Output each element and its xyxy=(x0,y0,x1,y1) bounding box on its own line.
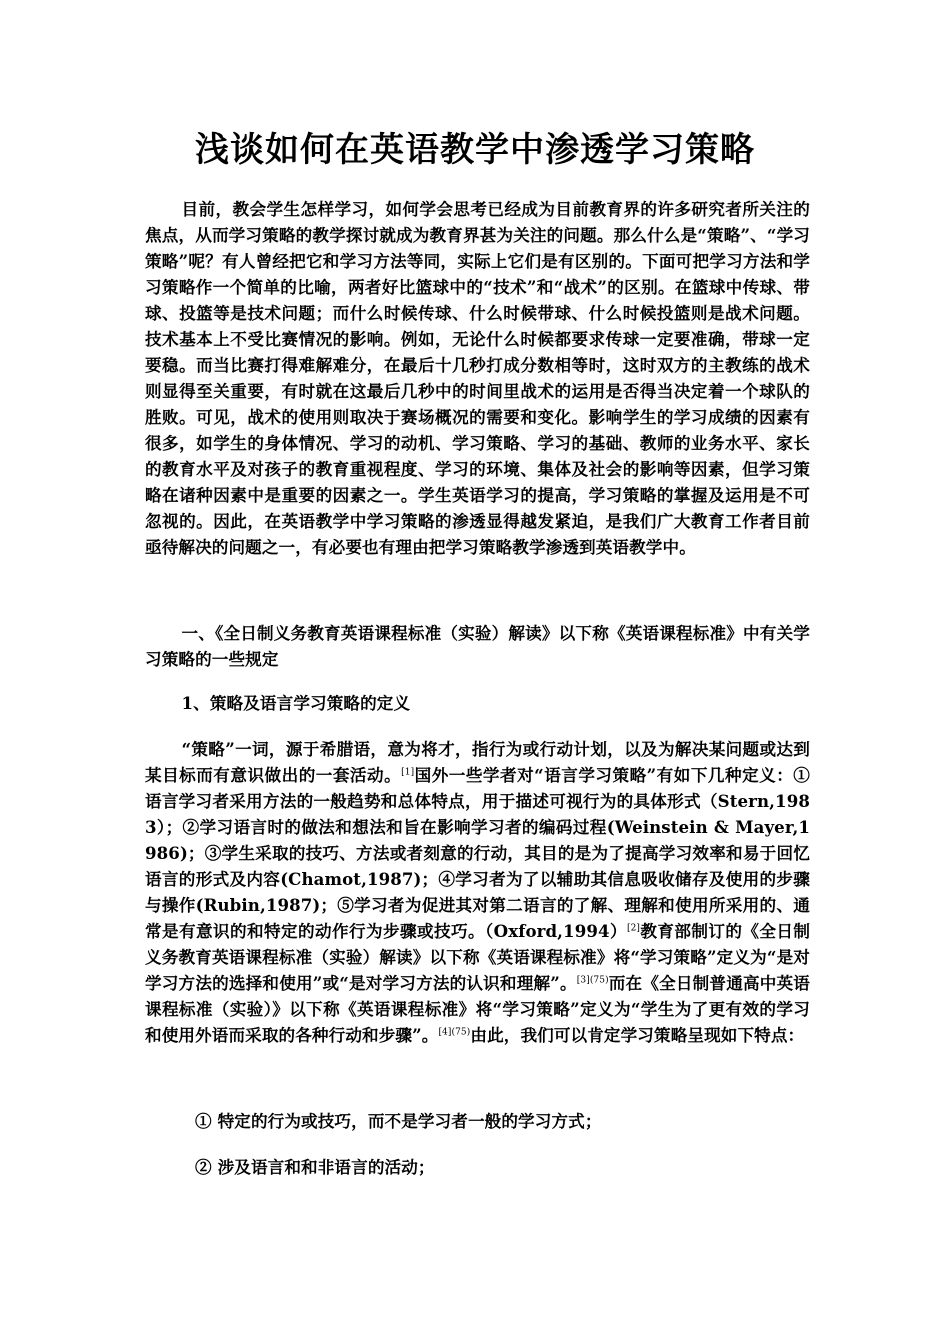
citation-ref: [2] xyxy=(626,923,641,934)
definition-text: 由此，我们可以肯定学习策略呈现如下特点： xyxy=(470,1025,805,1045)
definition-text: “策略”一词，源于希腊语，意为将才，指行为或行动计划，以及为解决某问题或达到某目标而有意识做出的一套活动。 xyxy=(145,739,810,785)
section-heading: 一、《全日制义务教育英语课程标准（实验）解读》以下称《英语课程标准》中有关学习策略的一些规定 xyxy=(145,623,810,669)
definition-text: 教育部制订的《全日制义务教育英语课程标准（实验）解读》以下称《英语课程标准》将“学习策略”定义为“是对学习方法的选择和使用”或“是对学习方法的认识和理解”。 xyxy=(145,921,811,993)
definition-text: 而在《全日制普通高中英语课程标准（实验）》以下称《英语课程标准》将“学习策略”定义为“学生为了更有效的学习和使用外语而采取的各种行动和步骤”。 xyxy=(145,973,810,1045)
citation-ref: [1] xyxy=(401,767,415,778)
definition-paragraph xyxy=(145,736,810,1048)
intro-paragraph: 目前，教会学生怎样学习，如何学会思考已经成为目前教育界的许多研究者所关注的焦点，从而学习策略的教学探讨就成为教育界甚为关注的问题。那么什么是“策略”、“学习策略”呢？有人曾经把它和学习方法等同，实际上它们是有区别的。下面可把学习方法和学习策略作一个简单的比喻，两者好比篮球中的“技术”和“战术”的区别。在篮球中传球、带球、投篮等是技术问题；而什么时候传球、什么时候带球、什么时候投篮则是战术问题。技术基本上不受比赛情况的影响。例如，无论什么时候都要求传球一定要准确，带球一定要稳。而当比赛打得难解难分，在最后十几秒打成分数相等时，这时双方的主教练的战术则显得至关重要，有时就在这最后几秒中的时间里战术的运用是否得当决定着一个球队的胜败。可见，战术的使用则取决于赛场概况的需要和变化。影响学生的学习成绩的因素有很多，如学生的身体情况、学习的动机、学习策略、学习的基础、教师的业务水平、家长的教育水平及对孩子的教育重视程度、学习的环境、集体及社会的影响等因素，但学习策略在诸种因素中是重要的因素之一。学生英语学习的提高，学习策略的掌握及运用是不可忽视的。因此，在英语教学中学习策略的渗透显得越发紧迫，是我们广大教育工作者目前亟待解决的问题之一，有必要也有理由把学习策略教学渗透到英语教学中。 xyxy=(145,199,810,557)
page-title: 浅谈如何在英语教学中渗透学习策略 xyxy=(195,130,755,170)
list-item: ① 特定的行为或技巧，而不是学习者一般的学习方式； xyxy=(195,1111,602,1131)
citation-ref: [3](75) xyxy=(576,975,609,986)
definition-text: 国外一些学者对“语言学习策略”有如下几种定义：①语言学习者采用方法的一般趋势和总体特点，用于描述可视行为的具体形式（Stern,1983）；②学习语言时的做法和想法和旨在影响学习者的编码过程(Weinstein & Mayer,1986)；③学生采取的技巧、方法或者刻意的行动，其目的是为了提高学习效率和易于回忆语言的形式及内容(Chamot,1987)；④学习者为了以辅助其信息吸收储存及使用的步骤与操作(Rubin,1987)；⑤学习者为促进其对第二语言的了解、理解和使用所采用的、通常是有意识的和特定的动作行为步骤或技巧。（Oxford,1994） xyxy=(145,765,810,941)
list-item: ② 涉及语言和和非语言的活动； xyxy=(195,1157,435,1177)
subsection-heading: 1、策略及语言学习策略的定义 xyxy=(181,693,411,713)
citation-ref: [4](75) xyxy=(438,1027,471,1038)
